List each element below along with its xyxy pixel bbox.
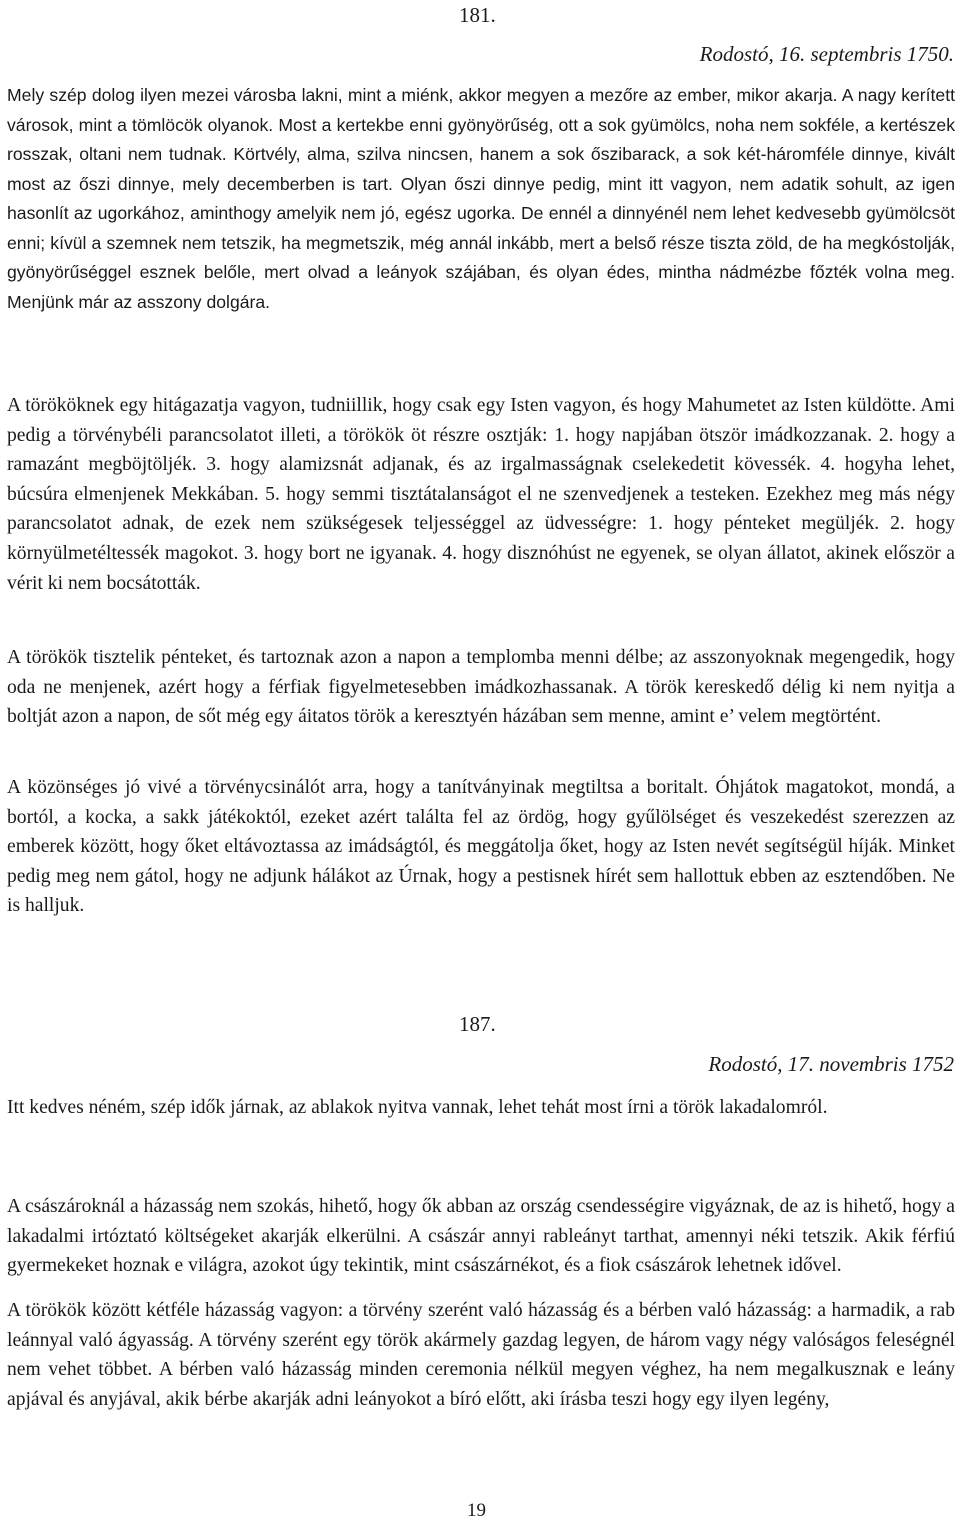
letter-paragraph: A császároknál a házasság nem szokás, hihető, hogy ők abban az ország csendességire vigyáznak, de az is hihető, hogy a lakadalmi irtóztató költségeket akarják elkerülni. A császár annyi rableányt tarthat, amennyi néki tetszik. Akik férfiú gyermekeket hoznak e világra, azokot úgy tekintik, mint császárnékot, és a fiok császárok lehetnek idővel.	[7, 1196, 955, 1277]
letter-number: 187.	[459, 1012, 496, 1036]
letter-dateline: Rodostó, 17. novembris 1752	[708, 1052, 954, 1076]
letter-dateline: Rodostó, 16. septembris 1750.	[699, 42, 954, 66]
letter-paragraph: A törökök tisztelik pénteket, és tartoznak azon a napon a templomba menni délbe; az asszonyoknak megengedik, hogy oda ne menjenek, azért hogy a férfiak figyelmetesebben imádkozhassanak. A török kereskedő délig ki nem nyitja a boltját azon a napon, de sőt még egy áitatos török a keresztyén házában sem menne, amint e’ velem megtörtént.	[7, 647, 955, 728]
letter-paragraph: Mely szép dolog ilyen mezei városba lakni, mint a miénk, akkor megyen a mezőre az ember, mikor akarja. A nagy kerített városok, mint a tömlöcök olyanok. Most a kertekbe enni gyönyörűség, ott a sok gyümölcs, noha nem sokféle, a kertészek rosszak, oltani nem tudnak. Körtvély, alma, szilva nincsen, hanem a sok őszibarack, a sok két-háromféle dinnye, kivált most az őszi dinnye, mely decemberben is tart. Olyan őszi dinnye pedig, mint itt vagyon, nem adatik sohult, az igen hasonlít az ugorkához, aminthogy amelyik nem jó, egész ugorka. De ennél a dinnyénél nem lehet kedvesebb gyümölcsöt enni; kívül a szemnek nem tetszik, ha megmetszik, még annál inkább, mert a belső része tiszta zöld, de ha megkóstolják, gyönyörűséggel esznek belőle, mert olvad a leányok szájában, és olyan édes, mintha nádmézbe főzték volna meg. Menjünk már az asszony dolgára.	[7, 85, 955, 312]
page-number: 19	[467, 1500, 486, 1521]
letter-paragraph: A közönséges jó vivé a törvénycsinálót arra, hogy a tanítványinak megtiltsa a boritalt. Óhjátok magatokot, mondá, a bortól, a kocka, a sakk játékoktól, ezeket azért találta fel az ördög, hogy gyűlölséget és veszekedést szerezzen az emberek között, hogy őket eltávoztassa az imádságtól, és meggátolja őket, hogy az Isten nevét segítségül híják. Minket pedig meg nem gátol, hogy ne adjunk hálákot az Úrnak, hogy a pestisnek hírét sem hallottuk ebben az esztendőben. Ne is halljuk.	[7, 777, 955, 917]
letter-paragraph: Itt kedves néném, szép idők járnak, az ablakok nyitva vannak, lehet tehát most írni a török lakadalomról.	[7, 1097, 828, 1118]
letter-number: 181.	[459, 3, 496, 27]
letter-paragraph: A törökök között kétféle házasság vagyon: a törvény szerént való házasság és a bérben való házasság: a harmadik, a rab leánnyal való ágyasság. A törvény szerént egy török akármely gazdag legyen, de három vagy négy valóságos feleségnél nem vehet többet. A bérben való házasság minden ceremonia nélkül megyen véghez, ha nem megalkusznak e leány apjával és anyjával, akik bérbe akarják adni leányokot a bíró előtt, aki írásba teszi hogy egy ilyen legény,	[7, 1300, 955, 1410]
letter-paragraph: A törököknek egy hitágazatja vagyon, tudniillik, hogy csak egy Isten vagyon, és hogy Mahumetet az Isten küldötte. Ami pedig a törvénybéli parancsolatot illeti, a törökök öt részre osztják: 1. hogy napjában ötször imádkozzanak. 2. hogy a ramazánt megböjtöljék. 3. hogy alamizsnát adjanak, és az irgalmasságnak cselekedetit kövessék. 4. hogyha lehet, búcsúra elmenjenek Mekkában. 5. hogy semmi tisztátalanságot el ne szenvedjenek a testeken. Ezekhez meg más négy parancsolatot adnak, de ezek nem szükségesek teljességgel az üdvességre: 1. hogy pénteket megüljék. 2. hogy környülmetéltessék magokot. 3. hogy bort ne igyanak. 4. hogy disznóhúst ne egyenek, se olyan állatot, akinek először a vérit ki nem bocsátották.	[7, 395, 955, 594]
